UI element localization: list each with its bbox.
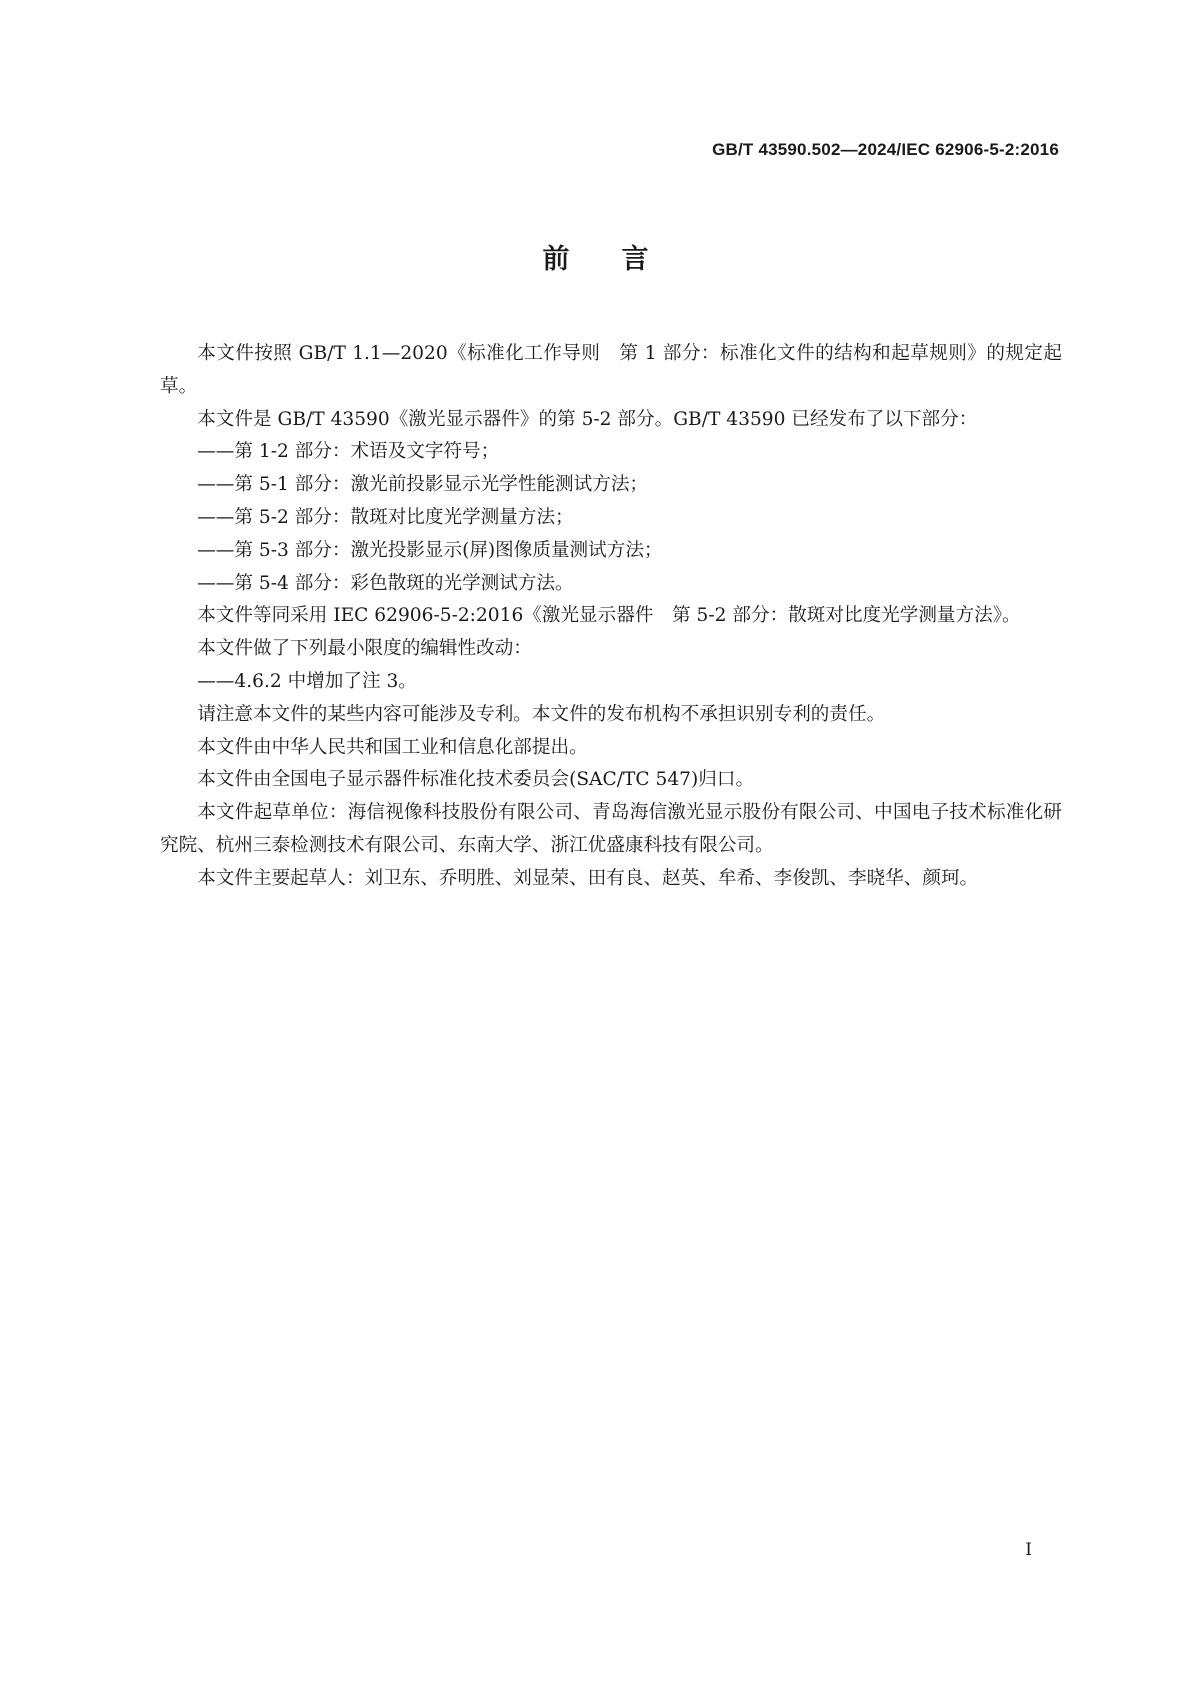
editorial-changes-paragraph: 本文件做了下列最小限度的编辑性改动： bbox=[197, 638, 532, 660]
page-number: I bbox=[1025, 1540, 1032, 1560]
adoption-paragraph: 本文件等同采用 IEC 62906-5-2:2016《激光显示器件 第 5-2 部分：散斑对比度光学测量方法》。 bbox=[197, 605, 1021, 627]
foreword-body bbox=[160, 338, 1062, 896]
list-item: ——第 5-4 部分：彩色散斑的光学测试方法。 bbox=[197, 572, 574, 594]
proposer-paragraph: 本文件由中华人民共和国工业和信息化部提出。 bbox=[197, 736, 588, 758]
list-item: ——第 5-3 部分：激光投影显示(屏)图像质量测试方法； bbox=[197, 539, 663, 561]
list-item: ——第 5-1 部分：激光前投影显示光学性能测试方法； bbox=[197, 474, 649, 496]
page-title: 前言 bbox=[542, 244, 701, 275]
list-item: ——第 5-2 部分：散斑对比度光学测量方法； bbox=[197, 506, 574, 528]
committee-paragraph: 本文件由全国电子显示器件标准化技术委员会(SAC/TC 547)归口。 bbox=[197, 769, 755, 791]
drafting-rule-paragraph: 本文件按照 GB/T 1.1—2020《标准化工作导则 第 1 部分：标准化文件的结构和起草规则》的规定起草。 bbox=[160, 343, 1062, 397]
list-item: ——4.6.2 中增加了注 3。 bbox=[197, 670, 417, 692]
document-code: GB/T 43590.502—2024/IEC 62906-5-2:2016 bbox=[712, 140, 1059, 159]
drafting-units-paragraph: 本文件起草单位：海信视像科技股份有限公司、青岛海信激光显示股份有限公司、中国电子技术标准化研究院、杭州三泰检测技术有限公司、东南大学、浙江优盛康科技有限公司。 bbox=[160, 802, 1062, 856]
patent-paragraph: 请注意本文件的某些内容可能涉及专利。本文件的发布机构不承担识别专利的责任。 bbox=[197, 703, 886, 725]
series-paragraph: 本文件是 GB/T 43590《激光显示器件》的第 5-2 部分。GB/T 43590 已经发布了以下部分： bbox=[197, 408, 978, 430]
list-item: ——第 1-2 部分：术语及文字符号； bbox=[197, 441, 500, 463]
drafters-paragraph: 本文件主要起草人：刘卫东、乔明胜、刘显荣、田有良、赵英、牟希、李俊凯、李晓华、颜珂。 bbox=[197, 867, 979, 889]
